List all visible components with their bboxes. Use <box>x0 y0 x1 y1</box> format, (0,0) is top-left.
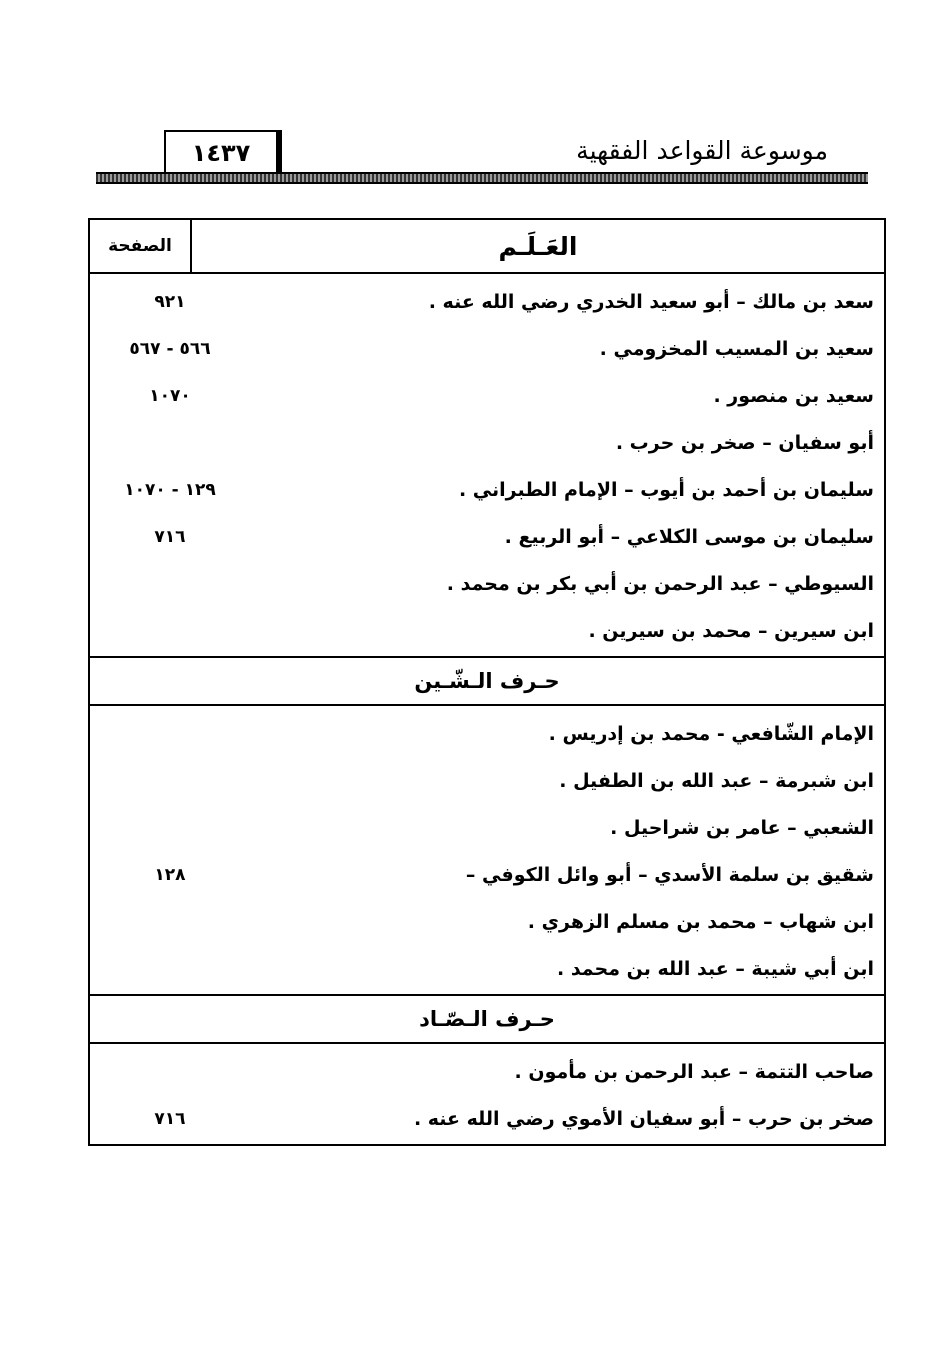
entry-name: سليمان بن موسى الكلاعي – أبو الربيع . <box>504 525 874 548</box>
table-row <box>90 419 884 466</box>
table-row <box>90 278 884 325</box>
column-header-page: الصفحة <box>90 220 192 272</box>
table-row <box>90 607 884 654</box>
table-row <box>90 513 884 560</box>
table-row <box>90 804 884 851</box>
table-row <box>90 1048 884 1095</box>
table-header <box>90 220 884 274</box>
entry-name: صخر بن حرب – أبو سفيان الأموي رضي الله عنه . <box>413 1107 874 1130</box>
entry-name: سعيد بن منصور . <box>713 384 874 407</box>
entry-name: الإمام الشّافعي - محمد بن إدريس . <box>548 722 874 745</box>
table-row <box>90 372 884 419</box>
table-row <box>90 757 884 804</box>
header-rule <box>96 172 868 184</box>
index-section <box>90 1044 884 1144</box>
table-row <box>90 945 884 992</box>
letter-heading: حـرف الـصّـاد <box>90 996 884 1044</box>
table-row <box>90 898 884 945</box>
index-section <box>90 274 884 658</box>
table-row <box>90 466 884 513</box>
entry-name: صاحب التتمة – عبد الرحمن بن مأمون . <box>514 1060 874 1083</box>
entry-name: السيوطي – عبد الرحمن بن أبي بكر بن محمد . <box>446 572 874 595</box>
entry-page: ٧١٦ <box>154 1108 186 1129</box>
entry-name: سعيد بن المسيب المخزومي . <box>599 337 874 360</box>
table-row <box>90 1095 884 1142</box>
entry-page: ١٢٨ <box>154 864 186 885</box>
page-number: ١٤٣٧ <box>164 130 282 176</box>
table-body <box>90 274 884 1144</box>
entry-page: ١٢٩ - ١٠٧٠ <box>124 479 216 500</box>
entry-name: ابن سيرين – محمد بن سيرين . <box>588 619 874 642</box>
index-table <box>88 218 886 1146</box>
entry-page: ٩٢١ <box>154 291 186 312</box>
entry-page: ١٠٧٠ <box>149 385 191 406</box>
letter-heading: حـرف الـشّـين <box>90 658 884 706</box>
column-header-name: العَـلَـم <box>498 231 578 261</box>
entry-name: أبو سفيان – صخر بن حرب . <box>615 431 874 454</box>
entry-name: سعد بن مالك – أبو سعيد الخدري رضي الله عنه . <box>428 290 874 313</box>
entry-name: ابن شبرمة – عبد الله بن الطفيل . <box>559 769 874 792</box>
table-row <box>90 560 884 607</box>
entry-name: شقيق بن سلمة الأسدي – أبو وائل الكوفي – <box>465 863 874 886</box>
entry-name: ابن أبي شيبة – عبد الله بن محمد . <box>556 957 874 980</box>
book-title: موسوعة القواعد الفقهية <box>576 136 828 165</box>
table-row <box>90 851 884 898</box>
entry-page: ٥٦٦ - ٥٦٧ <box>129 338 211 359</box>
page-header <box>96 128 868 186</box>
table-row <box>90 710 884 757</box>
entry-page: ٧١٦ <box>154 526 186 547</box>
index-section <box>90 706 884 996</box>
entry-name: الشعبي – عامر بن شراحيل . <box>610 816 874 839</box>
entry-name: ابن شهاب – محمد بن مسلم الزهري . <box>527 910 874 933</box>
table-row <box>90 325 884 372</box>
entry-name: سليمان بن أحمد بن أيوب – الإمام الطبراني . <box>458 478 874 501</box>
